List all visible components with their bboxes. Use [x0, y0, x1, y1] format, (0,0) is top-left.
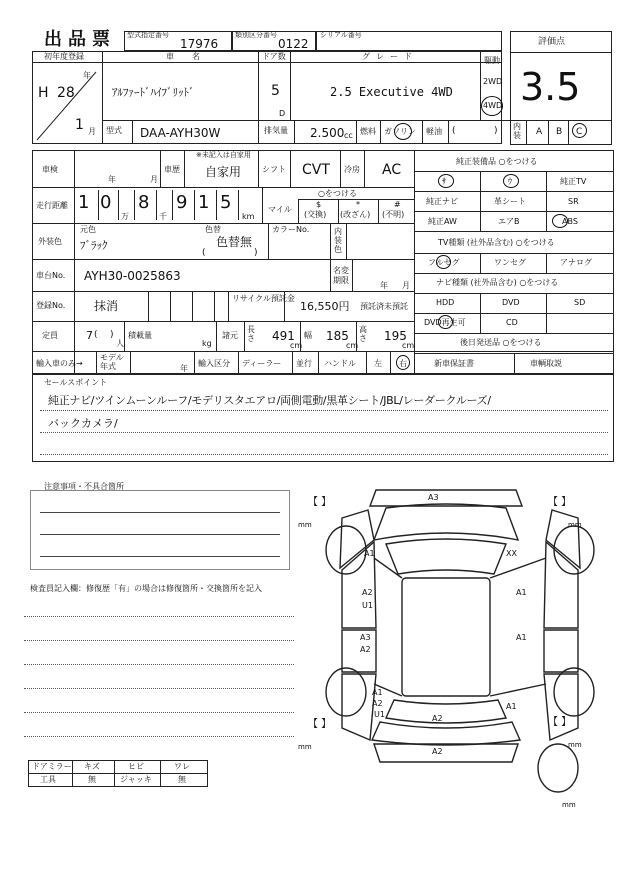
color-label: 外装色 [38, 237, 62, 246]
mileage-digit: 5 [220, 192, 232, 213]
tire-mm-rr: mm [568, 741, 582, 749]
repaint-paren-open: ( [202, 248, 206, 258]
legend-header: キズ [84, 762, 100, 771]
capacity-unit: 人 [116, 339, 124, 348]
tire-mm-rl: mm [298, 743, 312, 751]
standard-options-title: 純正装備品 ○をつける [456, 157, 538, 166]
grade-value: 2.5 Executive 4WD [330, 85, 453, 99]
swap-text: (交換) [304, 210, 327, 219]
recycle-label: リサイクル預託金 [232, 294, 295, 303]
mileage-digit: 9 [176, 192, 188, 213]
model-designation-label: 型式指定番号 [127, 31, 169, 39]
left-rear-door [342, 630, 376, 672]
mileage-km: km [242, 212, 255, 221]
mark-right-rear-qtr: A1 [506, 702, 517, 711]
mileage-digit: 1 [198, 192, 210, 213]
first-reg-label: 初年度登録 [44, 52, 84, 61]
wheel-rear-right [554, 668, 594, 716]
fuel-gasoline-circle [394, 123, 412, 140]
reg-no-value: 抹消 [94, 299, 119, 313]
category-value: 0122 [278, 37, 309, 51]
tv-analog: アナログ [560, 258, 592, 267]
mileage-digit: 0 [100, 192, 112, 213]
shift-value: CVT [302, 162, 330, 178]
shift-label: シフト [262, 165, 286, 174]
length-unit: cm [290, 341, 303, 350]
mileage-digit: 1 [78, 192, 90, 213]
docs-manual: 車輌取説 [530, 359, 562, 368]
interior-c-circle [572, 123, 587, 138]
dims-label: 諸元 [222, 331, 238, 340]
displacement-unit: cc [344, 131, 353, 140]
ac-label: 冷房 [344, 165, 360, 174]
length-label: 長さ [247, 325, 255, 343]
option-navi: 純正ナビ [426, 197, 458, 206]
nav-title: ナビ種類 (社外品含む) ○をつける [436, 278, 559, 287]
mark-left-rear-qtr-1: A1 [372, 688, 383, 697]
first-reg-era: H [38, 85, 49, 101]
nav-dvd-play: DVD再生可 [424, 318, 466, 327]
type-value: DAA-AYH30W [140, 126, 221, 140]
load-label: 積載量 [128, 331, 152, 340]
model-designation-value: 17976 [180, 37, 219, 51]
nav-dvd: DVD [502, 298, 520, 307]
color-no-label: カラーNo. [272, 225, 310, 234]
unknown-text: (不明) [382, 210, 405, 219]
left-rear-quarter [342, 674, 376, 740]
notes-label: 注意事項・不具合箇所 [44, 482, 124, 491]
option-leather: 革シート [494, 197, 526, 206]
width-value: 185 [326, 329, 349, 343]
doors-value: 5 [271, 83, 280, 99]
tire-mm-fr: mm [568, 521, 582, 529]
first-reg-year: 28 [57, 85, 75, 101]
spare-wheel [538, 744, 578, 792]
mark-right-rear-door: A1 [516, 633, 527, 642]
parallel: 並行 [296, 359, 312, 368]
orig-color-label: 元色 [80, 225, 96, 234]
category-label: 類別区分番号 [235, 31, 277, 39]
length-value: 491 [272, 329, 295, 343]
height-value: 195 [384, 329, 407, 343]
grade-label: グレード [362, 52, 418, 61]
chassis-label: 車台No. [36, 271, 66, 280]
mark-left-front-door-2: U1 [362, 601, 373, 610]
legend-header: ヒビ [128, 762, 144, 771]
car-name-value: ｱﾙﾌｧｰﾄﾞﾊｲﾌﾞﾘｯﾄﾞ [112, 86, 195, 99]
mark-left-rear-qtr-3: U1 [374, 710, 385, 719]
option-abs-circle [552, 214, 568, 228]
ac-value: AC [382, 162, 402, 178]
mark-front-right-fender: XX [506, 549, 517, 558]
wheel-rear-left [326, 668, 366, 716]
tv-fullseg-circle [436, 255, 451, 269]
mileage-man: 万 [121, 212, 129, 221]
nav-sd: SD [574, 298, 586, 307]
mark-left-front-door: A2 [362, 588, 373, 597]
legend-header: ドアミラー [32, 762, 72, 771]
notes-box [30, 490, 290, 570]
fuel-label: 燃料 [360, 127, 376, 136]
rear-window-outline [386, 700, 506, 723]
fuel-gasoline: ガソリン [384, 127, 416, 136]
option-ac-icon: ｻ [442, 177, 446, 186]
repaint-label: 色替 [205, 225, 221, 234]
legend-header: ワレ [174, 762, 190, 771]
car-diagram [290, 478, 630, 818]
interior-a: A [536, 127, 543, 137]
load-unit: kg [202, 339, 212, 348]
sales-block [32, 374, 614, 462]
nav-cd: CD [506, 318, 518, 327]
tire-bracket-fr: 【 】 [548, 497, 572, 508]
tv-title: TV種類 (社外品含む) ○をつける [438, 238, 555, 247]
option-abs: ABS [562, 217, 578, 226]
import-label: 輸入車のみ→ [36, 359, 83, 368]
mark-left-rear-door: A3 [360, 633, 371, 642]
hood-outline [374, 504, 518, 540]
tamper-symbol: * [356, 200, 360, 209]
usage-note: ※未記入は自家用 [196, 151, 251, 159]
usage-value: 自家用 [205, 165, 242, 179]
rear-gate-outline [372, 722, 520, 745]
left-front-fender [340, 510, 374, 568]
repaint-value: 色替無 [216, 235, 253, 249]
tv-fullseg: フルセグ [428, 258, 460, 267]
mark-rear-bumper: A2 [432, 747, 443, 756]
handle-right-circle [396, 355, 410, 370]
mark-front-bumper: A3 [428, 493, 439, 502]
legend-value: 無 [178, 775, 186, 784]
height-unit: cm [402, 341, 415, 350]
model-year-label: モデル年式 [100, 353, 124, 371]
serial-label: シリアル番号 [320, 31, 362, 39]
drive-label: 駆動 [484, 56, 500, 65]
roof-outline [402, 578, 490, 696]
right-rear-quarter [544, 674, 578, 740]
interior-label: 内装 [513, 122, 521, 140]
repaint-paren-close: ) [254, 248, 258, 258]
option-airbag: エアB [498, 217, 520, 226]
car-name-label: 車名 [166, 52, 218, 61]
mark-right-front-door: A1 [516, 588, 527, 597]
swap-symbol: $ [316, 200, 322, 209]
displacement-label: 排気量 [264, 126, 288, 135]
interior-c: C [576, 127, 583, 137]
interior-color-label: 内装色 [334, 227, 342, 254]
tire-bracket-rr: 【 】 [548, 717, 572, 728]
tire-mm-spare: mm [562, 801, 576, 809]
type-label: 型式 [106, 126, 122, 135]
windshield-outline [386, 539, 506, 574]
doors-label: ドア数 [262, 52, 286, 61]
width-unit: cm [346, 341, 359, 350]
mark-left-rear-qtr-2: A2 [372, 699, 383, 708]
unknown-symbol: # [394, 200, 401, 209]
recycle-paid: 預託済 [360, 302, 384, 311]
fuel-diesel: 軽油 [426, 127, 442, 136]
drive-4wd-circle [481, 96, 503, 116]
handle-label: ハンドル [324, 359, 356, 368]
sales-label: セールスポイント [44, 378, 108, 387]
legend-value: ジャッキ [120, 775, 152, 784]
option-tv: 純正TV [560, 177, 587, 186]
name-change-year: 年 [380, 281, 388, 290]
name-change-month: 月 [402, 281, 410, 290]
drive-2wd: 2WD [483, 77, 503, 86]
tire-mm-fl: mm [298, 521, 312, 529]
meter-circle-note: ○をつける [318, 189, 357, 198]
sales-line-1: 純正ナビ/ツインムーンルーフ/モデリスタエアロ/両側電動/黒革シート/JBL/レーダークルーズ/ [48, 394, 491, 407]
dealer: ディーラー [242, 359, 282, 368]
rating-label: 評価点 [538, 37, 566, 47]
tire-bracket-fl: 【 】 [308, 497, 332, 508]
tamper-text: (改ざん) [340, 210, 371, 219]
mile-label: マイル [268, 205, 292, 214]
right-front-door [544, 542, 578, 628]
option-ac2-icon: ｳ [508, 177, 512, 186]
nav-hdd: HDD [436, 298, 455, 307]
recycle-unpaid: 未預託 [384, 302, 408, 311]
legend-value: 工具 [40, 775, 56, 784]
tire-bracket-rl: 【 】 [308, 719, 332, 730]
width-label: 幅 [304, 331, 312, 340]
usage-label: 車歴 [164, 165, 180, 174]
legend-value: 無 [88, 775, 96, 784]
first-reg-slash [32, 62, 102, 144]
orig-color-value: ﾌﾞﾗｯｸ [80, 239, 108, 252]
mark-left-rear-door-2: A2 [360, 645, 371, 654]
rear-bumper-outline [374, 744, 518, 762]
sales-line-2: バックカメラ/ [48, 417, 118, 430]
first-reg-month: 1 [75, 117, 84, 133]
option-ac2-circle [503, 174, 519, 188]
right-front-fender [546, 510, 580, 568]
tv-oneseg: ワンセグ [494, 258, 526, 267]
mileage-label: 走行距離 [36, 201, 68, 210]
mark-front-left-fender: A1 [364, 549, 375, 558]
reg-no-label: 登録No. [36, 301, 66, 310]
import-class-label: 輸入区分 [198, 359, 230, 368]
capacity-paren-close: ) [110, 330, 114, 340]
handle-right: 右 [399, 359, 407, 368]
right-rear-door [544, 630, 578, 672]
model-year-unit: 年 [180, 364, 188, 373]
displacement-value: 2.500 [310, 126, 345, 140]
chassis-value: AYH30-0025863 [84, 269, 181, 283]
recycle-value: 16,550円 [300, 300, 350, 313]
inspection-year-unit: 年 [108, 175, 116, 184]
fuel-paren-open: ( [452, 126, 456, 136]
rating-value: 3.5 [520, 65, 581, 109]
mileage-digit: 8 [138, 192, 150, 213]
first-reg-year-unit: 年 [83, 71, 91, 80]
interior-b: B [556, 127, 563, 137]
fuel-paren-close: ) [494, 126, 498, 136]
first-reg-month-unit: 月 [88, 127, 96, 136]
mileage-sen: 千 [159, 212, 167, 221]
option-sr: SR [568, 197, 579, 206]
height-label: 高さ [359, 325, 367, 343]
drive-4wd: 4WD [483, 101, 503, 110]
handle-left: 左 [374, 359, 382, 368]
doors-suffix: D [279, 109, 286, 118]
capacity-value: 7 [86, 329, 93, 342]
option-aw: 純正AW [428, 217, 457, 226]
option-ac-circle [438, 174, 454, 188]
mark-rear-gate: A2 [432, 714, 443, 723]
form-title: 出品票 [44, 29, 116, 50]
docs-title: 後日発送品 ○をつける [460, 338, 542, 347]
inspector-label: 検査員記入欄：修復歴「有」の場合は修復箇所・交換箇所を記入 [30, 584, 262, 593]
inspection-label: 車検 [42, 165, 58, 174]
capacity-label: 定員 [42, 331, 58, 340]
inspection-month-unit: 月 [150, 175, 158, 184]
name-change-label: 名変期限 [333, 266, 349, 285]
nav-dvd-play-circle [438, 315, 453, 329]
capacity-paren-open: ( [94, 330, 98, 340]
docs-warranty: 新車保証書 [434, 359, 474, 368]
